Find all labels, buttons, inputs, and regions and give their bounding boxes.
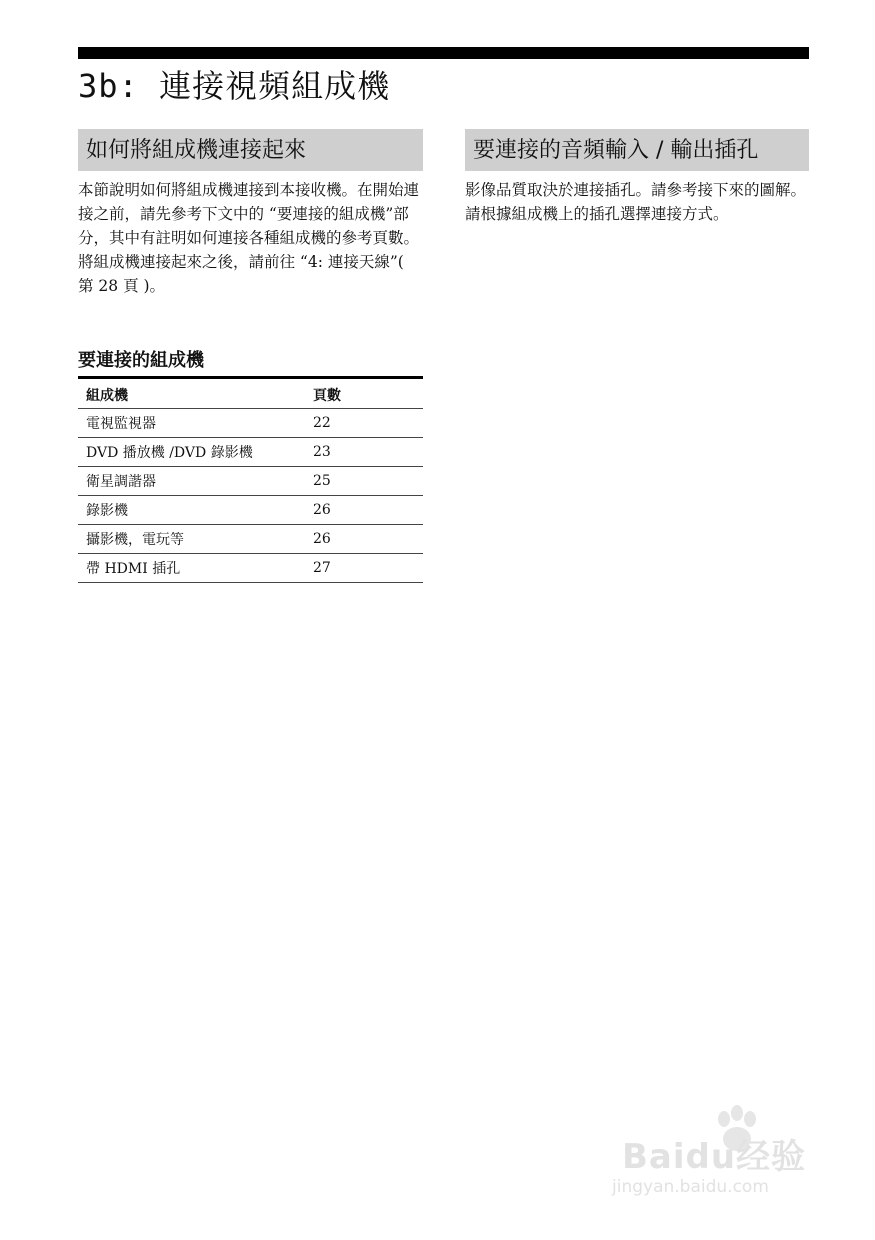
left-body-text	[78, 178, 423, 298]
cell-component: DVD 播放機 /DVD 錄影機	[78, 438, 307, 467]
components-table-title: 要連接的組成機	[78, 350, 204, 371]
cell-component: 帶 HDMI 插孔	[78, 554, 307, 583]
right-paragraph: 影像品質取決於連接插孔。請參考接下來的圖解。請根據組成機上的插孔選擇連接方式。	[465, 181, 807, 223]
column-header-component: 組成機	[78, 378, 307, 409]
watermark-main-text: Baidu经验	[622, 1137, 807, 1177]
cell-page: 27	[307, 554, 423, 583]
cell-component: 錄影機	[78, 496, 307, 525]
table-row	[78, 409, 423, 438]
components-table	[78, 376, 423, 583]
cell-page: 26	[307, 496, 423, 525]
table-row	[78, 438, 423, 467]
table-header-row	[78, 378, 423, 409]
left-paragraph-1: 本節說明如何將組成機連接到本接收機。在開始連接之前，請先參考下文中的 “要連接的組成機”部分，其中有註明如何連接各種組成機的參考頁數。	[78, 181, 420, 247]
right-body-text	[465, 178, 809, 226]
table-row	[78, 496, 423, 525]
top-rule	[78, 47, 809, 59]
table-row	[78, 554, 423, 583]
cell-page: 23	[307, 438, 423, 467]
section-heading-audio-jacks: 要連接的音頻輸入 / 輸出插孔	[465, 129, 809, 171]
watermark-url: jingyan.baidu.com	[612, 1177, 769, 1197]
cell-component: 攝影機，電玩等	[78, 525, 307, 554]
table-row	[78, 525, 423, 554]
baidu-watermark	[612, 1105, 822, 1205]
cell-component: 電視監視器	[78, 409, 307, 438]
column-header-page: 頁數	[307, 378, 423, 409]
cell-page: 25	[307, 467, 423, 496]
cell-page: 22	[307, 409, 423, 438]
page-title: 3b: 連接視頻組成機	[78, 67, 391, 105]
table-row	[78, 467, 423, 496]
left-paragraph-2: 將組成機連接起來之後，請前往 “4: 連接天線”( 第 28 頁 )。	[78, 253, 404, 295]
cell-page: 26	[307, 525, 423, 554]
cell-component: 衛星調諧器	[78, 467, 307, 496]
section-heading-connect-components: 如何將組成機連接起來	[78, 129, 423, 171]
